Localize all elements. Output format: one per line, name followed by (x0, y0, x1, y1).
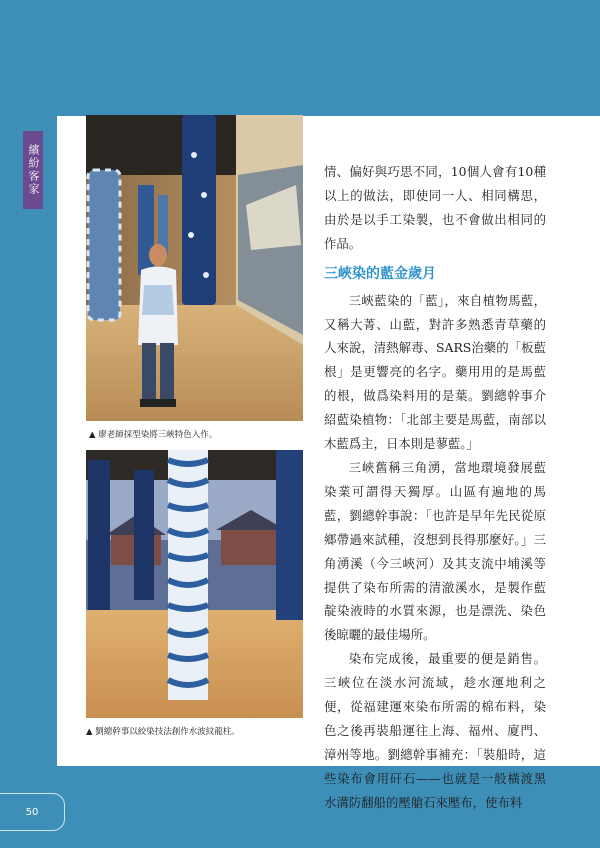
photo-teacher-liao (86, 115, 303, 421)
page-number: 50 (0, 793, 65, 831)
paragraph: 染布完成後，最重要的便是銷售。三峽位在淡水河流域，趁水運地利之便，從福建運來染布所需的棉布料，染色之後再裝船運往上海、福州、廈門、漳州等地。劉總幹事補充：「裝船時，這些染布會用矸石——也就是一般橫渡黑水溝防翻船的壓艙石來壓布，使布料 (324, 651, 546, 810)
paragraph: 三峽藍染的「藍」，來自植物馬藍，又稱大菁、山藍，對許多熟悉青草藥的人來說，清熱解毒、SARS治藥的「板藍根」是更響亮的名字。藥用用的是馬藍的根，做爲染料用的是葉。劉總幹事介紹藍染植物：「北部主要是馬藍，南部以木藍爲主，日本則是蓼藍。」 (324, 292, 546, 452)
section-tab: 繽紛客家 (23, 131, 43, 209)
photo1-caption: ▲ 廖老師採型染將三峽特色入作。 (89, 430, 218, 440)
article-body (324, 160, 546, 815)
paragraph-continued: 情、偏好與巧思不同，10個人會有10種以上的做法，即使同一人、相同構思，由於是以手工染製，也不會做出相同的作品。 (324, 164, 546, 251)
paragraph: 三峽舊稱三角湧，當地環境發展藍染業可謂得天獨厚。山區有遍地的馬藍，劉總幹事說：「也許是早年先民從原鄉帶過來試種，沒想到長得那麼好。」三角湧溪（今三峽河）及其支流中埔溪等提供了染布所需的清澈溪水，是製作藍靛染液時的水質來源，也是漂洗、染色後晾曬的最佳場所。 (324, 459, 546, 643)
photo-dyed-pillar (86, 450, 303, 718)
section-heading: 三峽染的藍金歲月 (324, 265, 436, 282)
photo2-caption: ▲ 劉總幹事以絞染技法創作水波紋龍柱。 (86, 727, 240, 737)
